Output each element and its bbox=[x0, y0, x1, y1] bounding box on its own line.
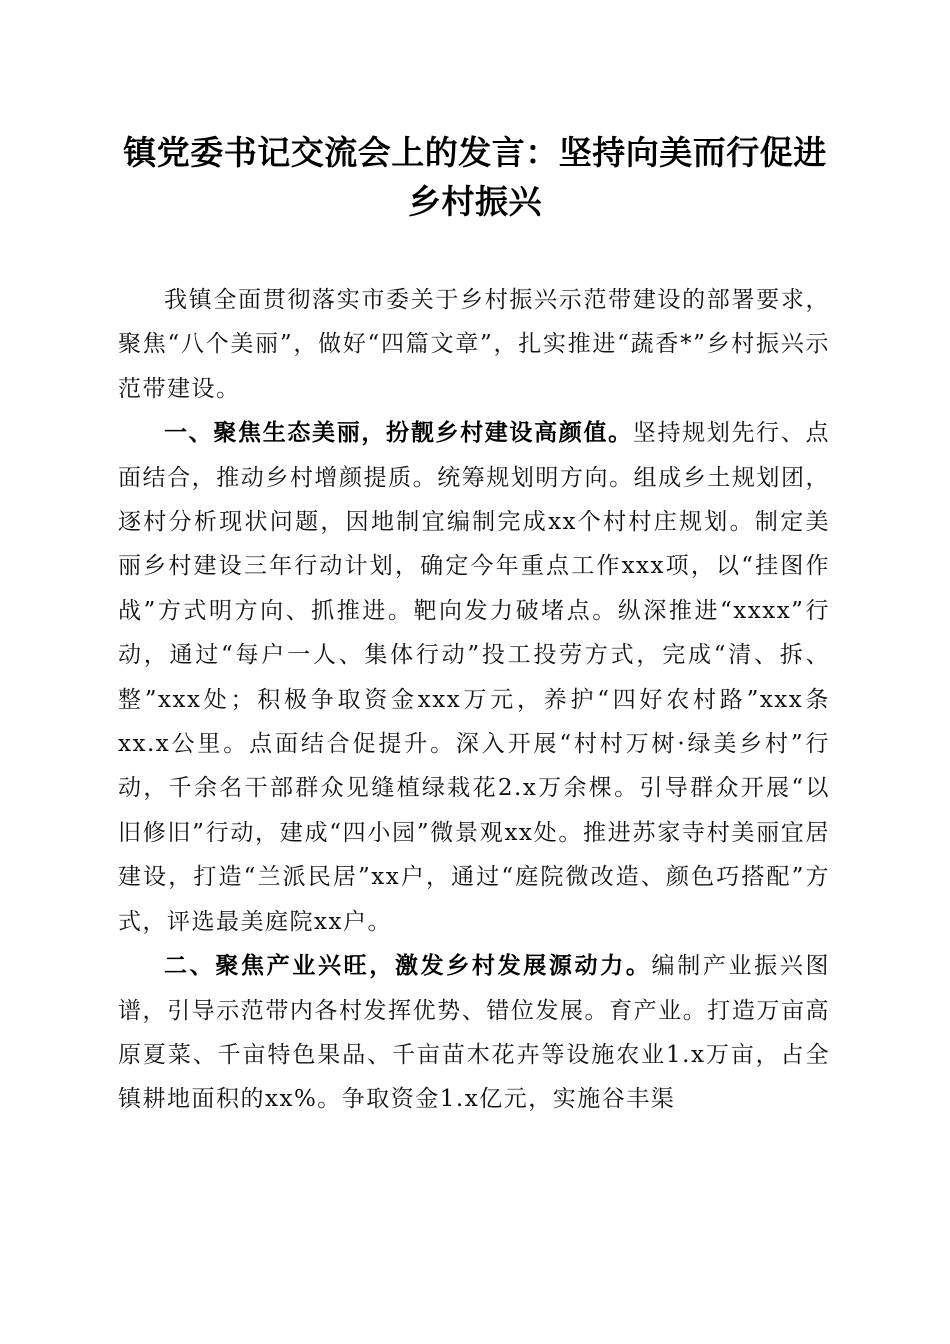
paragraph-section-2 bbox=[118, 944, 830, 1122]
document-body bbox=[118, 278, 830, 1122]
paragraph-text: 坚持规划先行、点面结合，推动乡村增颜提质。统筹规划明方向。组成乡土规划团，逐村分析现状问题，因地制宜编制完成xx个村村庄规划。制定美丽乡村建设三年行动计划，确定今年重点工作xxx项，以“挂图作战”方式明方向、抓推进。靶向发力破堵点。纵深推进“xxxx”行动，通过“每户一人、集体行动”投工投劳方式，完成“清、拆、整”xxx处；积极争取资金xxx万元，养护“四好农村路”xxx条xx.x公里。点面结合促提升。深入开展“村村万树·绿美乡村”行动，千余名干部群众见缝植绿栽花2.x万余棵。引导群众开展“以旧修旧”行动，建成“四小园”微景观xx处。推进苏家寺村美丽宜居建设，打造“兰派民居”xx户，通过“庭院微改造、颜色巧搭配”方式，评选最美庭院xx户。 bbox=[118, 420, 831, 935]
paragraph-text: 我镇全面贯彻落实市委关于乡村振兴示范带建设的部署要求，聚焦“八个美丽”，做好“四篇文章”，扎实推进“蔬香*”乡村振兴示范带建设。 bbox=[118, 287, 830, 402]
section-heading-ecology: 一、聚焦生态美丽，扮靓乡村建设高颜值。 bbox=[164, 420, 633, 447]
paragraph-text: 编制产业振兴图谱，引导示范带内各村发挥优势、错位发展。育产业。打造万亩高原夏菜、千亩特色果品、千亩苗木花卉等设施农业1.x万亩，占全镇耕地面积的xx%。争取资金1.x亿元，实施谷丰渠 bbox=[118, 953, 831, 1113]
document-title: 镇党委书记交流会上的发言：坚持向美而行促进乡村振兴 bbox=[123, 133, 827, 221]
paragraph-section-1 bbox=[118, 411, 830, 944]
paragraph-intro bbox=[118, 278, 830, 411]
section-heading-industry: 二、聚焦产业兴旺，激发乡村发展源动力。 bbox=[164, 953, 652, 980]
